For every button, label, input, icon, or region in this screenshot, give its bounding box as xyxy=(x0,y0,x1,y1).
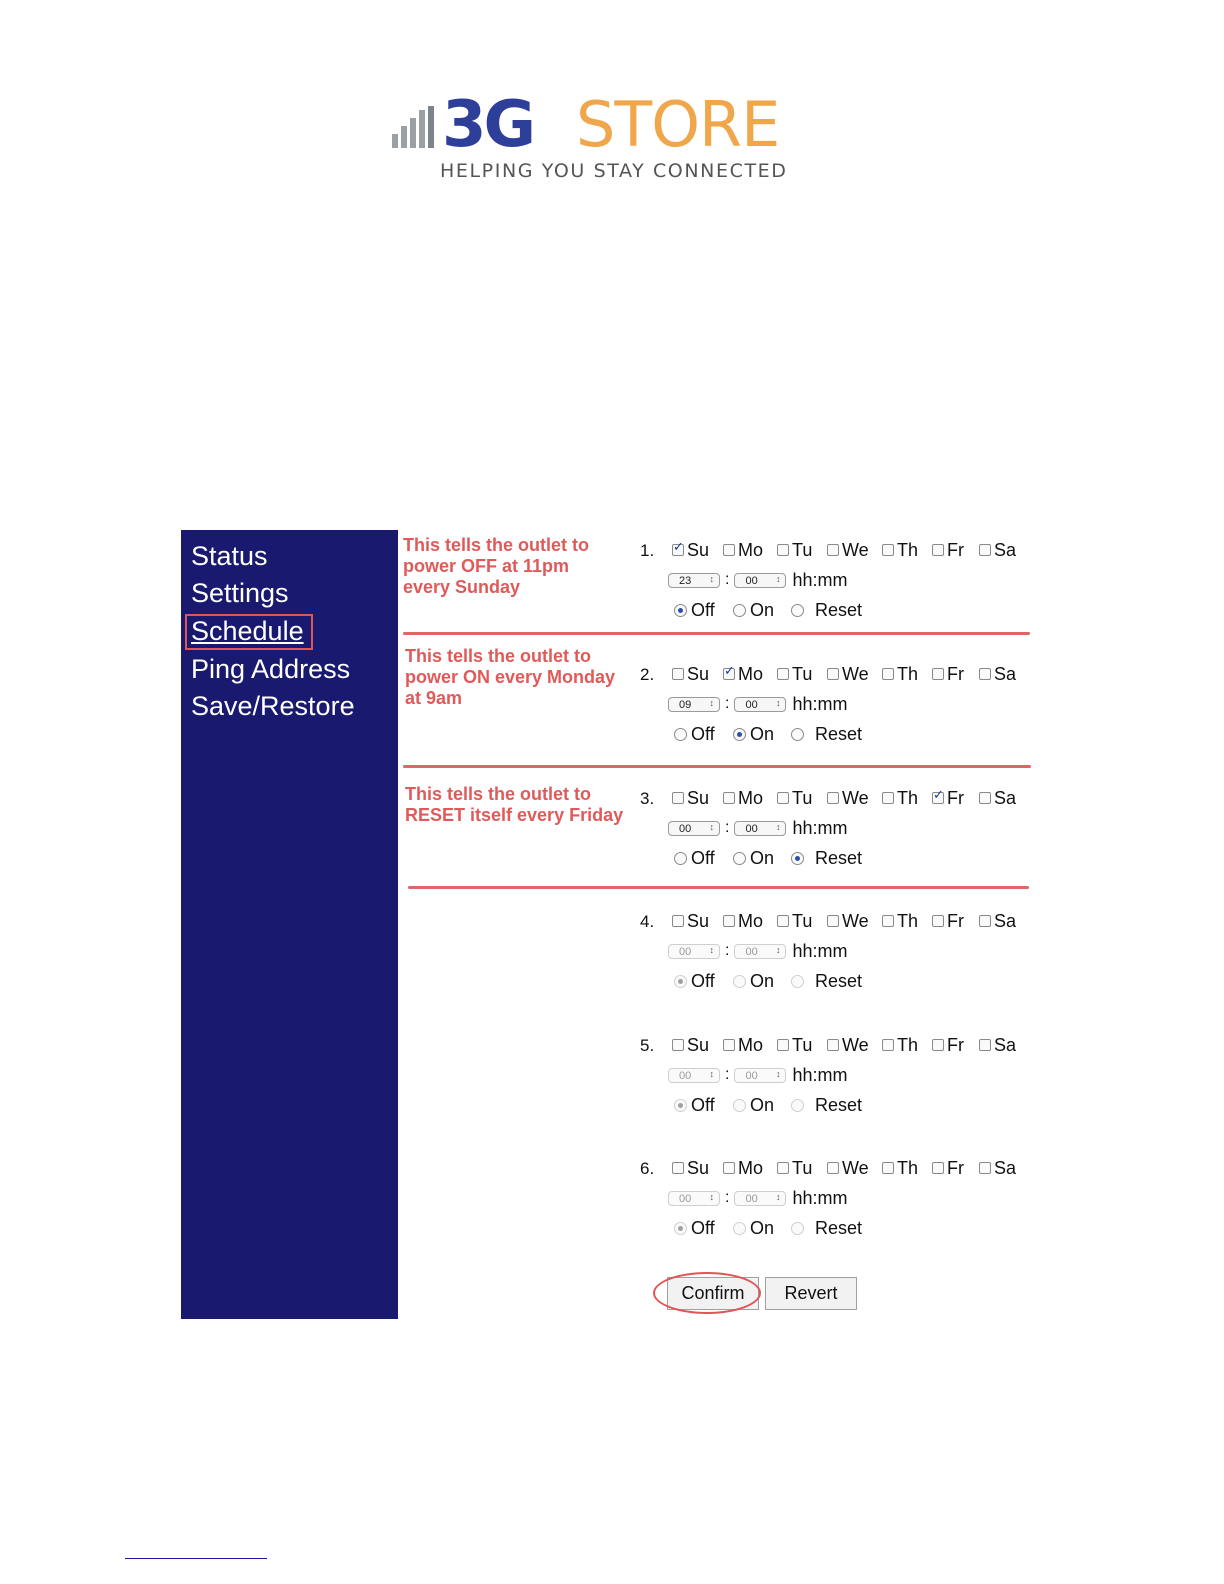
day-label: Tu xyxy=(792,663,813,684)
sidebar-nav xyxy=(181,530,398,1319)
checkbox-th[interactable] xyxy=(882,915,894,927)
time-format-label: hh:mm xyxy=(792,940,848,961)
day-option-we xyxy=(827,538,869,562)
day-option-we xyxy=(827,1156,869,1180)
schedule-entry xyxy=(640,531,1040,626)
day-label: Th xyxy=(897,1034,919,1055)
stepper-arrows-icon[interactable]: ↕ xyxy=(775,573,781,584)
hour-stepper[interactable] xyxy=(668,573,720,588)
day-option-su xyxy=(672,662,709,686)
day-option-sa xyxy=(979,909,1016,933)
day-label: We xyxy=(842,787,869,808)
annotation-line: power ON every Monday xyxy=(405,667,616,687)
checkbox-tu[interactable] xyxy=(777,1162,789,1174)
annotation-separator xyxy=(403,632,1030,635)
day-label: Su xyxy=(687,1157,710,1178)
minute-stepper[interactable] xyxy=(734,1068,786,1083)
mode-label: On xyxy=(750,1094,775,1115)
mode-label: Off xyxy=(691,723,715,744)
mode-option-off xyxy=(674,1216,715,1240)
schedule-entry xyxy=(640,1026,1040,1121)
day-label: Su xyxy=(687,663,710,684)
logo-brand-bold: 3G xyxy=(442,88,534,162)
day-option-fr xyxy=(932,662,964,686)
day-option-sa xyxy=(979,538,1016,562)
checkbox-su[interactable] xyxy=(672,915,684,927)
hour-stepper[interactable] xyxy=(668,944,720,959)
checkbox-sa[interactable] xyxy=(979,792,991,804)
day-option-sa xyxy=(979,662,1016,686)
mode-option-on xyxy=(733,598,774,622)
day-label: We xyxy=(842,539,869,560)
radio-reset[interactable] xyxy=(791,604,804,617)
checkbox-we[interactable] xyxy=(827,915,839,927)
stepper-arrows-icon[interactable]: ↕ xyxy=(709,1191,714,1202)
day-label: Sa xyxy=(994,539,1017,560)
minute-value: 00 xyxy=(745,1069,758,1082)
day-label: Tu xyxy=(792,787,813,808)
entry-number: 6. xyxy=(640,1159,655,1178)
checkbox-fr[interactable] xyxy=(932,1162,944,1174)
day-option-mo xyxy=(723,662,763,686)
mode-option-off xyxy=(674,969,715,993)
radio-reset[interactable] xyxy=(791,852,804,865)
day-label: Mo xyxy=(738,910,764,931)
day-option-th xyxy=(882,786,918,810)
mode-label: On xyxy=(750,970,775,991)
day-option-tu xyxy=(777,1033,812,1057)
day-option-tu xyxy=(777,1156,812,1180)
stepper-arrows-icon[interactable]: ↕ xyxy=(775,821,781,832)
checkbox-we[interactable] xyxy=(827,544,839,556)
day-label: Sa xyxy=(994,1157,1017,1178)
schedule-entry xyxy=(640,1149,1040,1244)
mode-option-on xyxy=(733,722,774,746)
day-option-su xyxy=(672,538,709,562)
hour-value: 00 xyxy=(679,945,692,958)
annotation-entry-1 xyxy=(403,535,589,598)
time-row xyxy=(668,693,847,715)
time-format-label: hh:mm xyxy=(792,817,848,838)
checkbox-fr[interactable] xyxy=(932,544,944,556)
annotation-separator xyxy=(408,886,1029,889)
stepper-arrows-icon[interactable]: ↕ xyxy=(775,944,781,955)
annotation-line: RESET itself every Friday xyxy=(405,805,624,825)
day-label: Fr xyxy=(947,539,964,560)
annotation-entry-3 xyxy=(405,784,623,826)
checkbox-sa[interactable] xyxy=(979,1162,991,1174)
day-label: Sa xyxy=(994,663,1017,684)
day-option-sa xyxy=(979,786,1016,810)
schedule-entry xyxy=(640,655,1040,750)
minute-stepper[interactable] xyxy=(734,1191,786,1206)
radio-off[interactable] xyxy=(674,852,687,865)
radio-off[interactable] xyxy=(674,975,687,988)
day-label: We xyxy=(842,1034,869,1055)
entry-number: 2. xyxy=(640,665,655,684)
radio-on[interactable] xyxy=(733,1099,746,1112)
day-label: Fr xyxy=(947,1157,964,1178)
day-label: Sa xyxy=(994,1034,1017,1055)
day-label: Tu xyxy=(792,1157,813,1178)
mode-label: Reset xyxy=(815,723,863,744)
day-option-su xyxy=(672,786,709,810)
entry-number: 5. xyxy=(640,1036,655,1055)
radio-on[interactable] xyxy=(733,852,746,865)
checkbox-tu[interactable] xyxy=(777,915,789,927)
checkbox-we[interactable] xyxy=(827,1039,839,1051)
radio-on[interactable] xyxy=(733,604,746,617)
mode-label: Off xyxy=(691,1217,715,1238)
day-label: Su xyxy=(687,539,710,560)
day-option-tu xyxy=(777,909,812,933)
checkbox-tu[interactable] xyxy=(777,668,789,680)
day-option-th xyxy=(882,909,918,933)
checkbox-sa[interactable] xyxy=(979,668,991,680)
minute-value: 00 xyxy=(745,574,758,587)
annotation-line: This tells the outlet to xyxy=(405,646,592,666)
mode-option-on xyxy=(733,846,774,870)
day-option-tu xyxy=(777,786,812,810)
mode-option-reset xyxy=(791,1216,862,1240)
day-label: Tu xyxy=(792,539,813,560)
checkbox-we[interactable] xyxy=(827,668,839,680)
mode-option-reset xyxy=(791,846,862,870)
schedule-entry xyxy=(640,779,1040,874)
radio-on[interactable] xyxy=(733,1222,746,1235)
mode-option-reset xyxy=(791,722,862,746)
checkbox-mo[interactable] xyxy=(723,792,735,804)
annotation-line: every Sunday xyxy=(403,577,521,597)
checkbox-mo[interactable] xyxy=(723,915,735,927)
sidebar-item-ping-address[interactable]: Ping Address xyxy=(191,654,351,684)
stepper-arrows-icon[interactable]: ↕ xyxy=(709,697,714,708)
checkbox-th[interactable] xyxy=(882,668,894,680)
day-label: Su xyxy=(687,787,710,808)
stepper-arrows-icon[interactable]: ↕ xyxy=(709,1068,714,1079)
mode-label: On xyxy=(750,723,775,744)
mode-option-off xyxy=(674,722,715,746)
hour-stepper[interactable] xyxy=(668,697,720,712)
time-row xyxy=(668,1187,847,1209)
time-row xyxy=(668,569,847,591)
day-label: Sa xyxy=(994,910,1017,931)
mode-label: Reset xyxy=(815,847,863,868)
day-option-th xyxy=(882,1156,918,1180)
sidebar-item-save-restore[interactable]: Save/Restore xyxy=(191,691,355,721)
day-label: Fr xyxy=(947,663,964,684)
checkbox-th[interactable] xyxy=(882,1039,894,1051)
hour-value: 09 xyxy=(679,698,692,711)
radio-reset[interactable] xyxy=(791,975,804,988)
brand-logo xyxy=(380,88,830,198)
checkbox-fr[interactable] xyxy=(932,668,944,680)
time-colon: : xyxy=(725,819,730,836)
checkbox-sa[interactable] xyxy=(979,544,991,556)
day-label: We xyxy=(842,663,869,684)
day-option-th xyxy=(882,1033,918,1057)
time-colon: : xyxy=(725,571,730,588)
day-option-mo xyxy=(723,1156,763,1180)
day-option-mo xyxy=(723,786,763,810)
hour-stepper[interactable] xyxy=(668,821,720,836)
entry-number: 3. xyxy=(640,789,655,808)
checkbox-tu[interactable] xyxy=(777,1039,789,1051)
day-label: We xyxy=(842,1157,869,1178)
time-format-label: hh:mm xyxy=(792,1064,848,1085)
day-option-th xyxy=(882,662,918,686)
radio-reset[interactable] xyxy=(791,1222,804,1235)
day-option-fr xyxy=(932,538,964,562)
day-label: Tu xyxy=(792,910,813,931)
annotation-line: at 9am xyxy=(405,688,463,708)
checkbox-fr[interactable] xyxy=(932,792,944,804)
day-option-mo xyxy=(723,1033,763,1057)
footnote-rule xyxy=(125,1558,267,1559)
minute-value: 00 xyxy=(745,698,758,711)
radio-reset[interactable] xyxy=(791,728,804,741)
mode-label: Off xyxy=(691,599,715,620)
day-option-we xyxy=(827,909,869,933)
minute-value: 00 xyxy=(745,822,758,835)
mode-option-on xyxy=(733,1216,774,1240)
checkbox-mo[interactable] xyxy=(723,668,735,680)
logo-tagline: HELPING YOU STAY CONNECTED xyxy=(440,160,788,182)
day-label: Th xyxy=(897,1157,919,1178)
schedule-entry xyxy=(640,902,1040,997)
checkbox-su[interactable] xyxy=(672,544,684,556)
day-option-fr xyxy=(932,786,964,810)
hour-value: 00 xyxy=(679,1192,692,1205)
day-option-tu xyxy=(777,538,812,562)
day-option-sa xyxy=(979,1033,1016,1057)
minute-value: 00 xyxy=(745,1192,758,1205)
day-option-tu xyxy=(777,662,812,686)
day-label: Th xyxy=(897,787,919,808)
checkbox-sa[interactable] xyxy=(979,915,991,927)
checkbox-su[interactable] xyxy=(672,792,684,804)
time-row xyxy=(668,940,847,962)
hour-stepper[interactable] xyxy=(668,1191,720,1206)
sidebar-item-schedule[interactable]: Schedule xyxy=(191,616,304,646)
stepper-arrows-icon[interactable]: ↕ xyxy=(775,1068,781,1079)
mode-label: Reset xyxy=(815,1094,863,1115)
day-option-sa xyxy=(979,1156,1016,1180)
checkbox-th[interactable] xyxy=(882,1162,894,1174)
day-label: Tu xyxy=(792,1034,813,1055)
day-label: Fr xyxy=(947,787,964,808)
day-option-mo xyxy=(723,538,763,562)
day-option-su xyxy=(672,909,709,933)
entry-number: 1. xyxy=(640,541,655,560)
day-label: Sa xyxy=(994,787,1017,808)
checkbox-fr[interactable] xyxy=(932,915,944,927)
checkbox-we[interactable] xyxy=(827,792,839,804)
day-label: Mo xyxy=(738,787,764,808)
minute-stepper[interactable] xyxy=(734,821,786,836)
time-format-label: hh:mm xyxy=(792,1187,848,1208)
mode-option-off xyxy=(674,846,715,870)
day-option-su xyxy=(672,1033,709,1057)
day-label: Mo xyxy=(738,539,764,560)
minute-stepper[interactable] xyxy=(734,944,786,959)
annotation-entry-2 xyxy=(405,646,615,709)
annotation-separator xyxy=(403,765,1031,768)
day-label: Th xyxy=(897,910,919,931)
mode-label: Off xyxy=(691,1094,715,1115)
day-option-we xyxy=(827,786,869,810)
radio-off[interactable] xyxy=(674,728,687,741)
mode-label: Off xyxy=(691,847,715,868)
mode-option-on xyxy=(733,1093,774,1117)
day-option-fr xyxy=(932,909,964,933)
checkbox-th[interactable] xyxy=(882,544,894,556)
checkbox-su[interactable] xyxy=(672,1162,684,1174)
radio-reset[interactable] xyxy=(791,1099,804,1112)
stepper-arrows-icon[interactable]: ↕ xyxy=(775,1191,781,1202)
time-colon: : xyxy=(725,1189,730,1206)
day-option-su xyxy=(672,1156,709,1180)
checkbox-th[interactable] xyxy=(882,792,894,804)
stepper-arrows-icon[interactable]: ↕ xyxy=(709,821,714,832)
day-option-fr xyxy=(932,1033,964,1057)
confirm-highlight-ellipse xyxy=(653,1272,761,1314)
signal-bars-icon xyxy=(392,106,442,148)
sidebar-item-settings[interactable]: Settings xyxy=(191,578,289,608)
day-label: Su xyxy=(687,910,710,931)
radio-off[interactable] xyxy=(674,1222,687,1235)
day-label: Fr xyxy=(947,910,964,931)
mode-label: Reset xyxy=(815,970,863,991)
mode-option-off xyxy=(674,1093,715,1117)
minute-stepper[interactable] xyxy=(734,697,786,712)
annotation-line: power OFF at 11pm xyxy=(403,556,570,576)
time-row xyxy=(668,817,847,839)
minute-value: 00 xyxy=(745,945,758,958)
time-row xyxy=(668,1064,847,1086)
checkbox-tu[interactable] xyxy=(777,544,789,556)
time-format-label: hh:mm xyxy=(792,569,848,590)
hour-value: 00 xyxy=(679,1069,692,1082)
day-option-we xyxy=(827,1033,869,1057)
radio-off[interactable] xyxy=(674,1099,687,1112)
mode-option-reset xyxy=(791,969,862,993)
day-label: Fr xyxy=(947,1034,964,1055)
hour-value: 23 xyxy=(679,574,692,587)
checkbox-mo[interactable] xyxy=(723,1162,735,1174)
day-label: Mo xyxy=(738,1034,764,1055)
day-label: Su xyxy=(687,1034,710,1055)
day-option-fr xyxy=(932,1156,964,1180)
hour-value: 00 xyxy=(679,822,692,835)
checkbox-mo[interactable] xyxy=(723,544,735,556)
checkbox-su[interactable] xyxy=(672,668,684,680)
mode-option-off xyxy=(674,598,715,622)
time-colon: : xyxy=(725,695,730,712)
mode-option-reset xyxy=(791,1093,862,1117)
day-option-we xyxy=(827,662,869,686)
stepper-arrows-icon[interactable]: ↕ xyxy=(709,573,714,584)
checkbox-su[interactable] xyxy=(672,1039,684,1051)
mode-label: Reset xyxy=(815,599,863,620)
mode-option-reset xyxy=(791,598,862,622)
time-format-label: hh:mm xyxy=(792,693,848,714)
annotation-line: This tells the outlet to xyxy=(405,784,592,804)
mode-label: Off xyxy=(691,970,715,991)
stepper-arrows-icon[interactable]: ↕ xyxy=(709,944,714,955)
radio-off[interactable] xyxy=(674,604,687,617)
mode-label: On xyxy=(750,599,775,620)
mode-label: On xyxy=(750,847,775,868)
annotation-line: This tells the outlet to xyxy=(403,535,590,555)
checkbox-tu[interactable] xyxy=(777,792,789,804)
time-colon: : xyxy=(725,942,730,959)
radio-on[interactable] xyxy=(733,728,746,741)
time-colon: : xyxy=(725,1066,730,1083)
radio-on[interactable] xyxy=(733,975,746,988)
sidebar-item-status[interactable]: Status xyxy=(191,541,268,571)
mode-label: On xyxy=(750,1217,775,1238)
revert-button[interactable]: Revert xyxy=(765,1277,857,1310)
stepper-arrows-icon[interactable]: ↕ xyxy=(775,697,781,708)
logo-brand-light: STORE xyxy=(576,88,780,161)
minute-stepper[interactable] xyxy=(734,573,786,588)
mode-option-on xyxy=(733,969,774,993)
day-label: We xyxy=(842,910,869,931)
day-option-th xyxy=(882,538,918,562)
checkbox-mo[interactable] xyxy=(723,1039,735,1051)
mode-label: Reset xyxy=(815,1217,863,1238)
day-label: Th xyxy=(897,539,919,560)
checkbox-we[interactable] xyxy=(827,1162,839,1174)
confirm-button[interactable]: Confirm xyxy=(667,1277,759,1310)
hour-stepper[interactable] xyxy=(668,1068,720,1083)
day-option-mo xyxy=(723,909,763,933)
day-label: Mo xyxy=(738,1157,764,1178)
day-label: Mo xyxy=(738,663,764,684)
entry-number: 4. xyxy=(640,912,655,931)
checkbox-fr[interactable] xyxy=(932,1039,944,1051)
checkbox-sa[interactable] xyxy=(979,1039,991,1051)
day-label: Th xyxy=(897,663,919,684)
